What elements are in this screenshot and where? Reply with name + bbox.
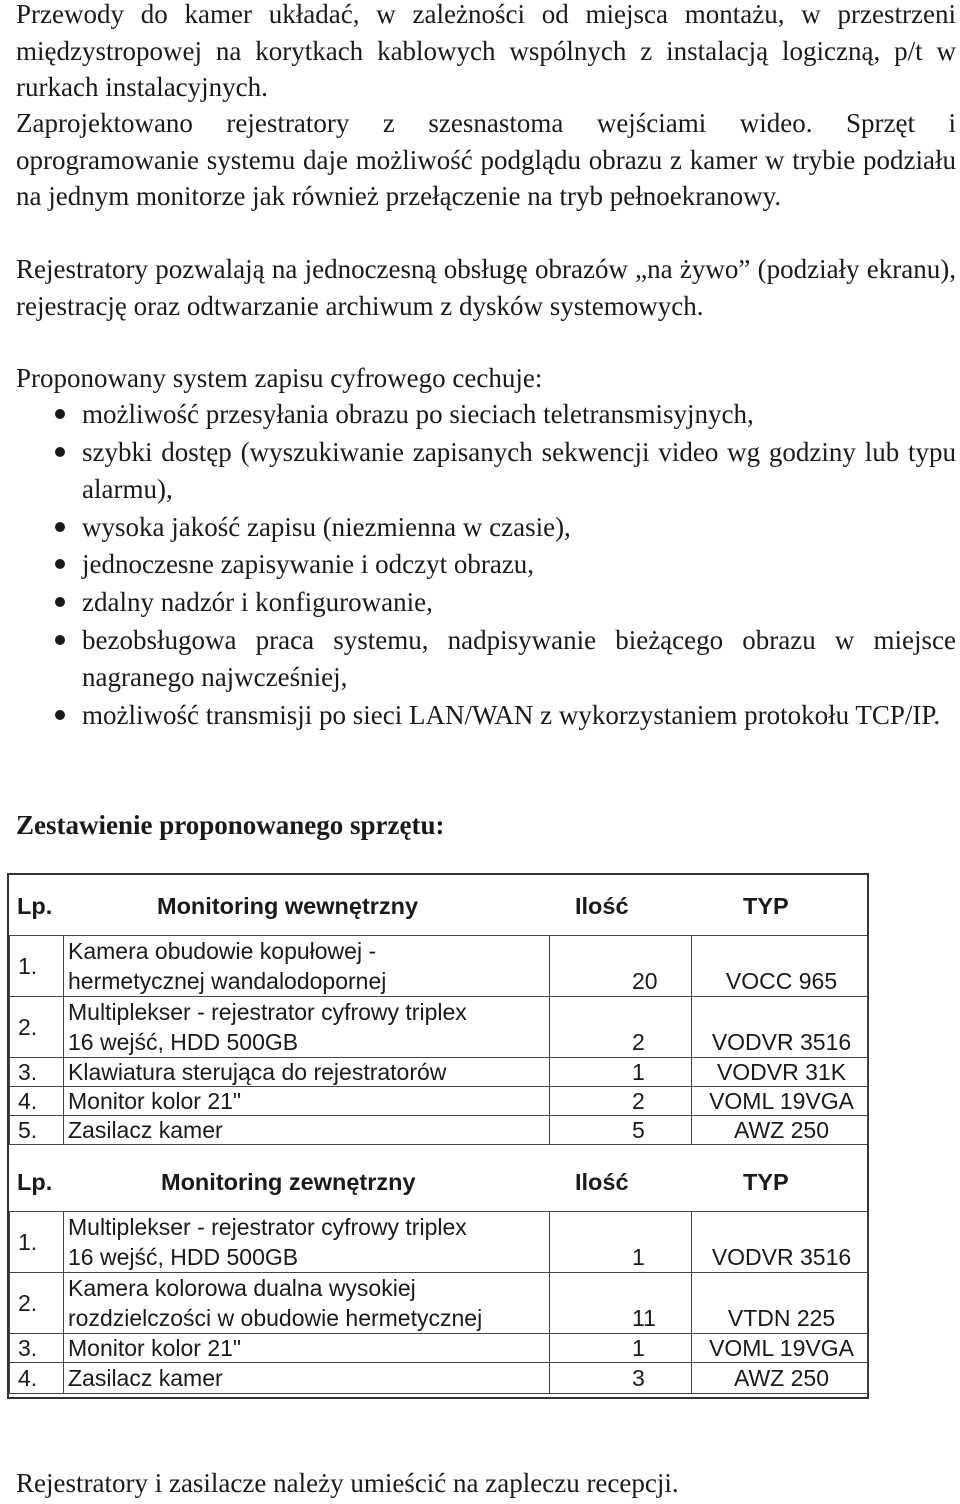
footer-note: Rejestratory i zasilacze należy umieścić na zapleczu recepcji. — [16, 1468, 679, 1498]
list-item: możliwość przesyłania obrazu po sieciach teletransmisyjnych, — [16, 396, 956, 434]
bullet-icon — [55, 409, 65, 419]
bullet-icon — [55, 597, 65, 607]
bullet-icon — [55, 635, 65, 645]
table-header-external — [9, 1153, 867, 1213]
equipment-table — [7, 873, 869, 1399]
list-item: szybki dostęp (wyszukiwanie zapisanych sekwencji video wg godziny lub typu alarmu), — [16, 434, 956, 509]
paragraph-live-view: Rejestratory pozwalają na jednoczesną obsługę obrazów „na żywo” (podziały ekranu), rejestrację oraz odtwarzanie archiwum z dysków systemowych. — [16, 254, 956, 321]
paragraph-recorders: Zaprojektowano rejestratory z szesnastoma wejściami wideo. Sprzęt i oprogramowanie systemu daje możliwość podglądu obrazu z kamer w trybie podziału na jednym monitorze jak również przełączenie na tryb pełnoekranowy. — [16, 108, 956, 211]
table-row: 1. Multiplekser - rejestrator cyfrowy triplex 16 wejść, HDD 500GB 1 VODVR 3516 — [10, 1212, 868, 1273]
paragraph-cabling: Przewody do kamer układać, w zależności od miejsca montażu, w przestrzeni międzystropowej na korytkach kablowych wspólnych z instalacją logiczną, p/t w rurkach instalacyjnych. — [16, 0, 956, 102]
table-external — [9, 1211, 868, 1394]
header-name: Monitoring zewnętrzny — [161, 1169, 416, 1195]
paragraph-features-intro: Proponowany system zapisu cyfrowego cechuje: — [16, 363, 543, 393]
header-lp: Lp. — [17, 1169, 53, 1195]
table-row: 1. Kamera obudowie kopułowej - hermetycznej wandalodopornej 20 VOCC 965 — [10, 936, 868, 997]
table-row: 4. Zasilacz kamer 3 AWZ 250 — [10, 1363, 868, 1394]
header-type: TYP — [743, 893, 789, 919]
list-item: możliwość transmisji po sieci LAN/WAN z wykorzystaniem protokołu TCP/IP. — [16, 697, 956, 735]
bullet-icon — [55, 559, 65, 569]
table-row: 5. Zasilacz kamer 5 AWZ 250 — [10, 1116, 868, 1145]
header-name: Monitoring wewnętrzny — [157, 893, 419, 919]
section-heading: Zestawienie proponowanego sprzętu: — [16, 810, 445, 840]
bullet-icon — [55, 710, 65, 720]
table-row: 3. Klawiatura sterująca do rejestratorów 1 VODVR 31K — [10, 1058, 868, 1087]
feature-list — [16, 396, 956, 734]
header-lp: Lp. — [17, 893, 53, 919]
list-item: zdalny nadzór i konfigurowanie, — [16, 584, 956, 622]
bullet-icon — [55, 522, 65, 532]
table-row: 3. Monitor kolor 21" 1 VOML 19VGA — [10, 1334, 868, 1363]
list-item: jednoczesne zapisywanie i odczyt obrazu, — [16, 546, 956, 584]
table-row: 4. Monitor kolor 21" 2 VOML 19VGA — [10, 1087, 868, 1116]
table-row: 2. Multiplekser - rejestrator cyfrowy triplex 16 wejść, HDD 500GB 2 VODVR 3516 — [10, 997, 868, 1058]
header-type: TYP — [743, 1169, 789, 1195]
bullet-icon — [55, 447, 65, 457]
header-qty: Ilość — [575, 893, 629, 919]
list-item: wysoka jakość zapisu (niezmienna w czasie), — [16, 509, 956, 547]
table-header-internal — [9, 875, 867, 935]
list-item: bezobsługowa praca systemu, nadpisywanie bieżącego obrazu w miejsce nagranego najwcześniej, — [16, 622, 956, 697]
table-internal — [9, 935, 868, 1145]
header-qty: Ilość — [575, 1169, 629, 1195]
table-row: 2. Kamera kolorowa dualna wysokiej rozdzielczości w obudowie hermetycznej 11 VTDN 225 — [10, 1273, 868, 1334]
